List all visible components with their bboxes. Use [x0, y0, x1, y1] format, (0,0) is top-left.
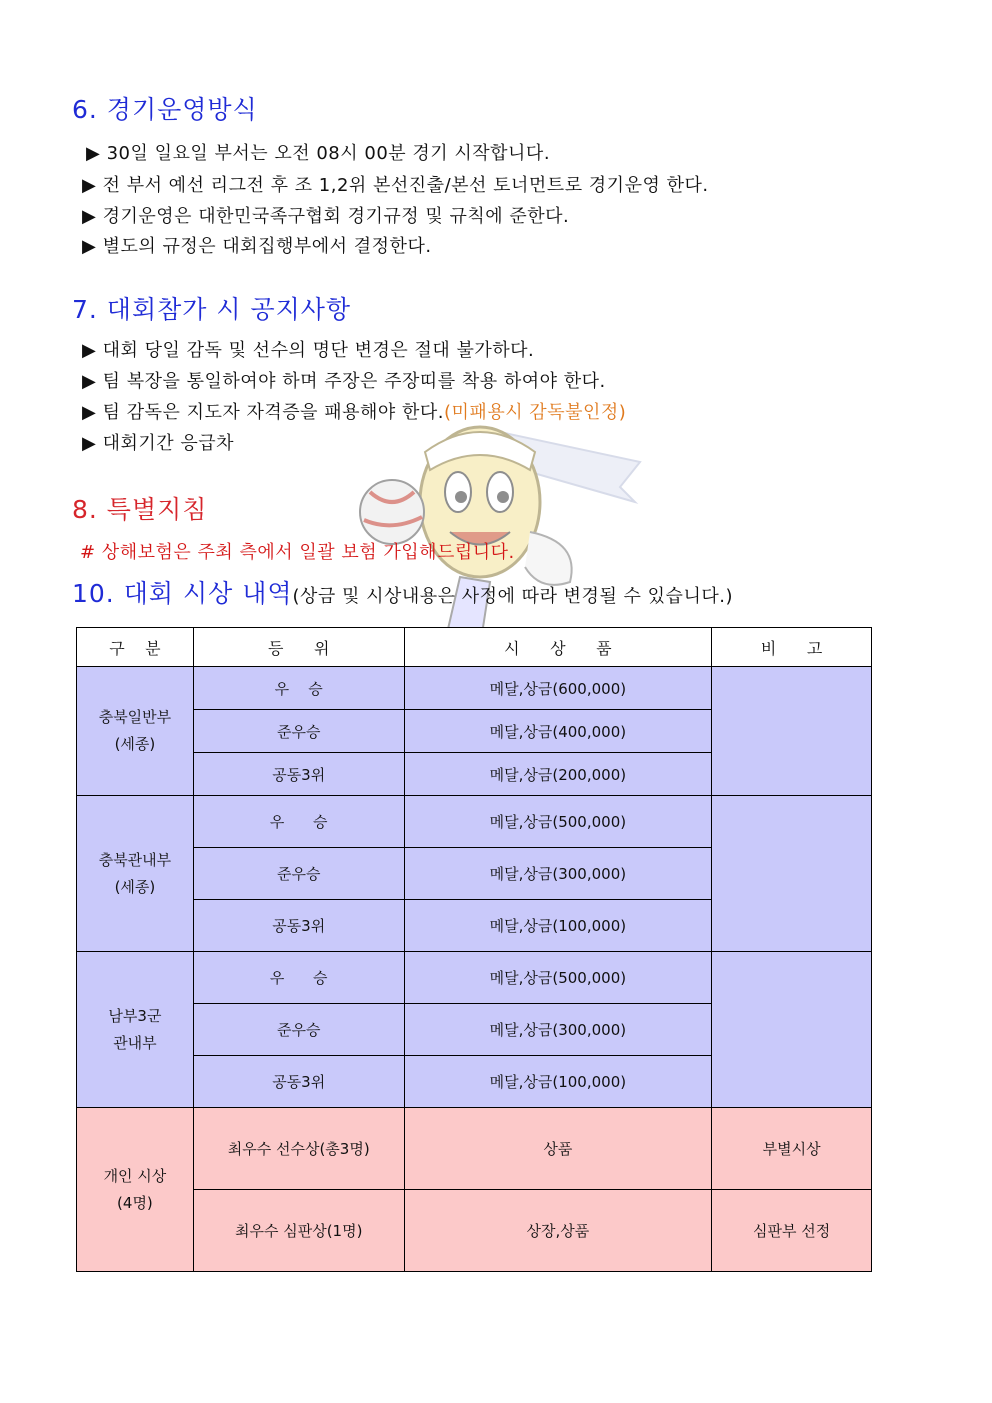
table-row [77, 1190, 872, 1272]
prize-cell: 메달,상금(100,000) [404, 1056, 712, 1108]
arrow-icon: ▶ [82, 340, 97, 361]
rank-cell: 우 승 [193, 796, 404, 848]
rank-cell: 공동3위 [193, 753, 404, 796]
division-cell: 충북일반부 (세종) [77, 667, 194, 796]
header-note: 비 고 [712, 628, 872, 667]
rank-cell: 준우승 [193, 710, 404, 753]
arrow-icon: ▶ [82, 175, 97, 196]
table-header-row [77, 628, 872, 667]
header-prize: 시 상 품 [404, 628, 712, 667]
section7-title: 7. 대회참가 시 공지사항 [72, 295, 352, 324]
section6-item-2: ▶ 전 부서 예선 리그전 후 조 1,2위 본선진출/본선 토너먼트로 경기운영 한다. [82, 175, 709, 196]
rank-cell: 준우승 [193, 848, 404, 900]
prize-cell: 메달,상금(600,000) [404, 667, 712, 710]
note-cell: 심판부 선정 [712, 1190, 872, 1272]
awards-table [76, 627, 872, 1272]
section10-title: 10. 대회 시상 내역 [72, 579, 293, 608]
section7-item-4: ▶ 대회기간 응급차 [82, 433, 235, 454]
arrow-icon: ▶ [82, 402, 97, 423]
arrow-icon: ▶ [82, 236, 97, 257]
rank-cell: 준우승 [193, 1004, 404, 1056]
note-cell [712, 796, 872, 952]
table-row [77, 1108, 872, 1190]
header-division: 구 분 [77, 628, 194, 667]
arrow-icon: ▶ [82, 371, 97, 392]
section10-subtitle: (상금 및 시상내용은 사정에 따라 변경될 수 있습니다.) [292, 586, 733, 607]
note-cell [712, 952, 872, 1108]
table-row [77, 952, 872, 1004]
arrow-icon: ▶ [82, 433, 97, 454]
table-row [77, 796, 872, 848]
prize-cell: 메달,상금(300,000) [404, 848, 712, 900]
prize-cell: 메달,상금(200,000) [404, 753, 712, 796]
prize-cell: 메달,상금(100,000) [404, 900, 712, 952]
prize-cell: 메달,상금(500,000) [404, 952, 712, 1004]
division-cell: 충북관내부 (세종) [77, 796, 194, 952]
rank-cell: 우 승 [193, 667, 404, 710]
section6-title: 6. 경기운영방식 [72, 95, 258, 124]
division-cell: 개인 시상 (4명) [77, 1108, 194, 1272]
rank-cell: 공동3위 [193, 900, 404, 952]
section7-item-2: ▶ 팀 복장을 통일하여야 하며 주장은 주장띠를 착용 하여야 한다. [82, 371, 606, 392]
arrow-icon: ▶ [86, 143, 101, 164]
prize-cell: 상장,상품 [404, 1190, 712, 1272]
section7-item-3: ▶ 팀 감독은 지도자 자격증을 패용해야 한다.(미패용시 감독불인정) [82, 402, 627, 423]
rank-cell: 공동3위 [193, 1056, 404, 1108]
note-cell: 부별시상 [712, 1108, 872, 1190]
section6-item-1: ▶ 30일 일요일 부서는 오전 08시 00분 경기 시작합니다. [86, 143, 551, 164]
division-cell: 남부3군 관내부 [77, 952, 194, 1108]
arrow-icon: ▶ [82, 206, 97, 227]
header-rank: 등 위 [193, 628, 404, 667]
prize-cell: 상품 [404, 1108, 712, 1190]
section7-item-1: ▶ 대회 당일 감독 및 선수의 명단 변경은 절대 불가하다. [82, 340, 535, 361]
prize-cell: 메달,상금(400,000) [404, 710, 712, 753]
rank-cell: 최우수 선수상(총3명) [193, 1108, 404, 1190]
section8-note: # 상해보험은 주최 측에서 일괄 보험 가입해드립니다. [80, 542, 515, 563]
table-row [77, 667, 872, 710]
note-cell [712, 667, 872, 796]
prize-cell: 메달,상금(300,000) [404, 1004, 712, 1056]
rank-cell: 최우수 심판상(1명) [193, 1190, 404, 1272]
prize-cell: 메달,상금(500,000) [404, 796, 712, 848]
section6-item-4: ▶ 별도의 규정은 대회집행부에서 결정한다. [82, 236, 432, 257]
section6-item-3: ▶ 경기운영은 대한민국족구협회 경기규정 및 규칙에 준한다. [82, 206, 570, 227]
section8-title: 8. 특별지침 [72, 495, 208, 524]
section7-item-3-note: (미패용시 감독불인정) [444, 402, 627, 423]
rank-cell: 우 승 [193, 952, 404, 1004]
section10-heading [72, 574, 733, 610]
